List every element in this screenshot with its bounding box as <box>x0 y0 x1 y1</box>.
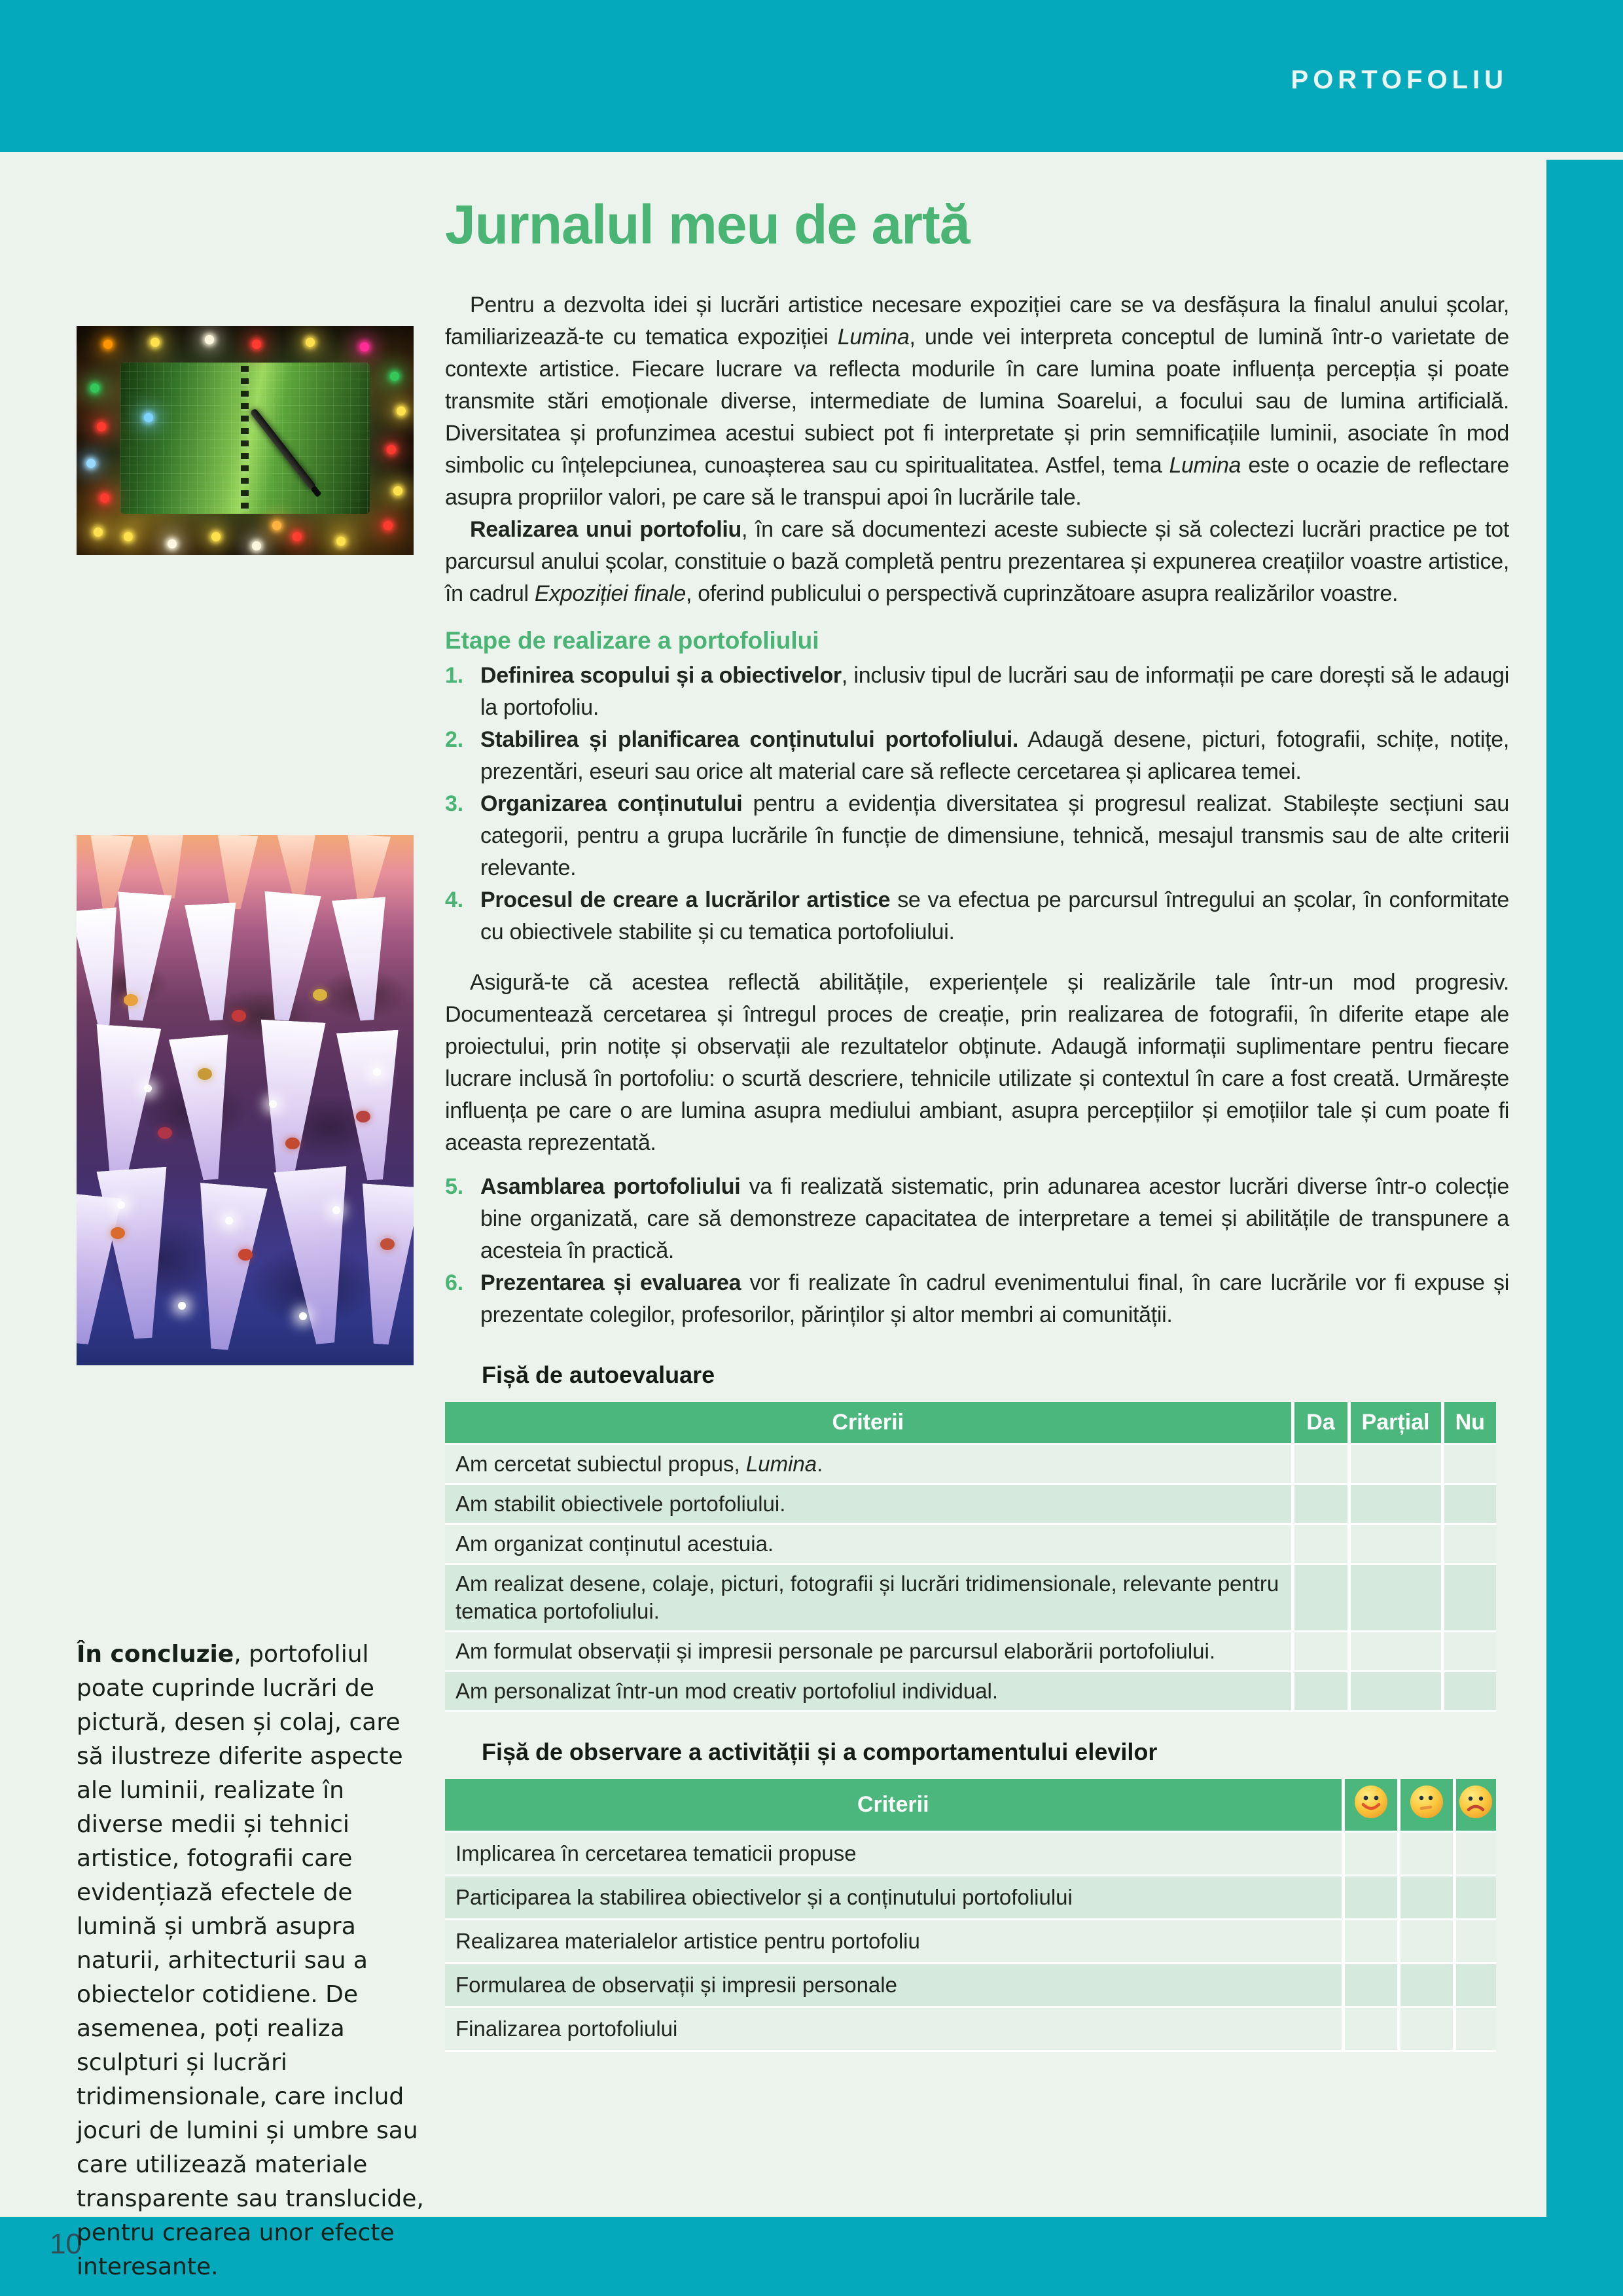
flower-blossom <box>111 1227 125 1239</box>
answer-cell-partial <box>1349 1564 1442 1632</box>
answer-cell-nu <box>1442 1484 1496 1524</box>
light-bulb-glow <box>393 486 402 495</box>
light-bulb-glow <box>252 541 261 550</box>
right-teal-band <box>1546 160 1623 2296</box>
criteria-cell: Am personalizat într-un mod creativ portofoliul individual. <box>445 1672 1293 1712</box>
paper-cone-lantern <box>264 1166 370 1348</box>
flower-blossom <box>124 994 138 1006</box>
light-bulb-glow <box>151 338 160 347</box>
flower-blossom <box>232 1010 246 1022</box>
paper-cone-lantern <box>344 1183 414 1346</box>
light-bulb-glow <box>252 340 261 349</box>
step-item: 2. Stabilirea și planificarea conținutului portofoliului. Adaugă desene, picturi, fotografii, schițe, notițe, prezentări, eseuri sau orice alt material care să reflecte cercetarea și aplicarea temei. <box>445 724 1509 788</box>
self-assessment-table <box>445 1402 1496 1712</box>
answer-cell-nu <box>1442 1444 1496 1484</box>
light-bulb-glow <box>100 493 109 503</box>
step-number: 5. <box>445 1174 463 1200</box>
light-bulb-glow <box>144 413 153 422</box>
table-row <box>445 1832 1496 1876</box>
answer-cell-sad <box>1454 1876 1496 1920</box>
answer-cell-happy <box>1343 1876 1399 1920</box>
step-item: 5. Asamblarea portofoliului va fi realizată sistematic, prin adunarea acestor lucrări diverse într-o colecție bine organizată, care să demonstreze capacitatea de interpretare a temei și abilitățile de transpunere a acesteia în practică. <box>445 1171 1509 1267</box>
table-row <box>445 1876 1496 1920</box>
chapter-tag: PORTOFOLIU <box>1291 65 1508 94</box>
answer-cell-nu <box>1442 1524 1496 1564</box>
photo-paper-cone-lanterns-flowers <box>77 835 414 1365</box>
paper-cone-lantern <box>162 1033 248 1183</box>
paper-cone-lantern <box>325 897 401 1023</box>
answer-cell-sad <box>1454 1964 1496 2007</box>
light-bulb-glow <box>397 406 406 416</box>
light-bulb-glow <box>94 528 103 537</box>
step-item: 6. Prezentarea și evaluarea vor fi realizate în cadrul evenimentului final, în care lucrările vor fi expuse și prezentate colegilor, profesorilor, părinților și altor membri ai comunității. <box>445 1267 1509 1331</box>
flower-blossom <box>285 1138 300 1149</box>
light-bulb-glow <box>97 422 106 431</box>
flower-blossom <box>380 1238 395 1250</box>
step-item: 3. Organizarea conținutului pentru a evidenția diversitatea și progresul realizat. Stabilește secțiuni sau categorii, pentru a grupa lucrările în funcție de dimensiune, tehnică, mesajul transmis sau de alte criterii relevante. <box>445 788 1509 884</box>
paper-cone-lantern <box>78 1024 169 1183</box>
answer-cell-neutral <box>1399 2007 1454 2051</box>
paper-cone-lantern <box>178 903 248 1022</box>
answer-cell-happy <box>1343 1920 1399 1964</box>
main-column <box>445 0 1509 2052</box>
flower-blossom <box>313 989 327 1001</box>
light-bulb-glow <box>360 342 369 351</box>
lantern-light-glow <box>117 1201 125 1209</box>
light-bulb-glow <box>383 521 393 530</box>
answer-cell-partial <box>1349 1632 1442 1672</box>
light-bulb-glow <box>86 459 96 468</box>
steps-heading: Etape de realizare a portofoliului <box>445 627 819 655</box>
observation-heading: Fișă de observare a activității și a comportamentului elevilor <box>482 1738 1158 1766</box>
answer-cell-partial <box>1349 1524 1442 1564</box>
intro-paragraph-1: Pentru a dezvolta idei și lucrări artistice necesare expoziției care se va desfășura la finalul anului școlar, familiarizează-te cu tematica expoziției Lumina, unde vei interpreta conceptul de lumină într-o varietate de contexte artistice. Fiecare lucrare va reflecta modurile în care lumina poate influența percepția și poate transmite stări emoționale diverse, intermediate de lumina Soarelui, a focului sau de lumina artificială. Diversitatea și profunzimea acestui subiect pot fi interpretate și prin semnificațiile luminii, asociate în mod simbolic cu înțelepciunea, cunoașterea sau cu spiritualitatea. Astfel, tema Lumina este o ocazie de reflectare asupra propriilor valori, pe care să le transpui apoi în lucrările tale. <box>445 293 1509 511</box>
answer-cell-da <box>1293 1564 1349 1632</box>
lantern-light-glow <box>269 1100 277 1108</box>
table-header-row <box>445 1402 1496 1444</box>
table-row <box>445 1484 1496 1524</box>
flower-blossom <box>158 1127 172 1139</box>
criteria-cell: Formularea de observații și impresii personale <box>445 1964 1343 2007</box>
criteria-cell: Finalizarea portofoliului <box>445 2007 1343 2051</box>
neutral-face-icon <box>1399 1779 1454 1832</box>
paper-cone-lantern <box>329 1030 414 1182</box>
step-number: 2. <box>445 727 463 753</box>
step-number: 4. <box>445 888 463 913</box>
light-bulb-glow <box>336 537 346 546</box>
lantern-light-glow <box>178 1302 186 1310</box>
answer-cell-neutral <box>1399 1876 1454 1920</box>
answer-cell-happy <box>1343 1964 1399 2007</box>
step-number: 1. <box>445 663 463 689</box>
criteria-cell: Am stabilit obiectivele portofoliului. <box>445 1484 1293 1524</box>
criteria-cell: Realizarea materialelor artistice pentru portofoliu <box>445 1920 1343 1964</box>
lantern-light-glow <box>225 1217 233 1225</box>
light-bulb-glow <box>293 532 302 541</box>
step-number: 3. <box>445 791 463 817</box>
paper-cone-lantern <box>210 835 263 910</box>
steps-interlude-paragraph: Asigură-te că acestea reflectă abilitățile, experiențele și realizările tale într-un mod progresiv. Documentează cercetarea și întregul proces de creație, prin realizarea de fotografii, în diferite etape ale proiectului, prin notițe și observații ale rezultatelor obținute. Adaugă informații suplimentare pentru fiecare lucrare inclusă în portofoliu: o scurtă descriere, tehnicile utilizate și contextul în care a fost creată. Urmărește influența pe care o are lumina asupra mediului ambiant, asupra percepțiilor și emoțiilor tale și cum poate fi aceasta reprezentată. <box>445 970 1509 1156</box>
column-header-da: Da <box>1293 1402 1349 1444</box>
page-title: Jurnalul meu de artă <box>445 194 970 255</box>
light-bulb-glow <box>90 384 99 393</box>
answer-cell-happy <box>1343 2007 1399 2051</box>
happy-face-icon <box>1343 1779 1399 1832</box>
light-bulb-glow <box>124 532 133 541</box>
answer-cell-neutral <box>1399 1920 1454 1964</box>
column-header-nu: Nu <box>1442 1402 1496 1444</box>
answer-cell-nu <box>1442 1632 1496 1672</box>
criteria-cell: Am realizat desene, colaje, picturi, fotografii și lucrări tridimensionale, relevante pentru tematica portofoliului. <box>445 1564 1293 1632</box>
notebook-spiral <box>241 366 249 511</box>
light-bulb-glow <box>103 340 113 349</box>
criteria-cell: Am formulat observații și impresii personale pe parcursul elaborării portofoliului. <box>445 1632 1293 1672</box>
answer-cell-nu <box>1442 1672 1496 1712</box>
criteria-cell: Implicarea în cercetarea tematicii propuse <box>445 1832 1343 1876</box>
observation-table <box>445 1779 1496 2052</box>
sad-face-icon <box>1454 1779 1496 1832</box>
step-item: 4. Procesul de creare a lucrărilor artistice se va efectua pe parcursul întregului an școlar, în conformitate cu obiectivele stabilite și cu tematica portofoliului. <box>445 884 1509 948</box>
conclusion-note: În concluzie, portofoliul poate cuprinde lucrări de pictură, desen și colaj, care să ilustreze diferite aspecte ale luminii, realizate în diverse medii și tehnici artistice, fotografii care evidențiază efectele de lumină și umbră asupra naturii, arhitecturii sau a obiectelor cotidiene. De asemenea, poți realiza sculpturi și lucrări tridimensionale, care includ jocuri de lumini și umbre sau care utilizează materiale transparente sau translucide, pentru crearea unor efecte interesante. <box>77 1641 424 2280</box>
light-bulb-glow <box>387 445 396 454</box>
table-row <box>445 1672 1496 1712</box>
paper-cone-lantern <box>244 1018 333 1181</box>
answer-cell-sad <box>1454 1832 1496 1876</box>
self-assessment-heading: Fișă de autoevaluare <box>482 1361 715 1389</box>
pen-image <box>249 408 317 491</box>
paper-cone-lantern <box>271 835 324 900</box>
table-row <box>445 1564 1496 1632</box>
answer-cell-da <box>1293 1632 1349 1672</box>
column-header-criterii: Criterii <box>445 1779 1343 1832</box>
column-header-partial: Parțial <box>1349 1402 1442 1444</box>
criteria-cell: Participarea la stabilirea obiectivelor și a conținutului portofoliului <box>445 1876 1343 1920</box>
step-number: 6. <box>445 1270 463 1296</box>
answer-cell-da <box>1293 1672 1349 1712</box>
page-number: 10 <box>50 2228 82 2260</box>
table-header-row <box>445 1779 1496 1832</box>
light-bulb-glow <box>205 335 214 344</box>
table-row <box>445 1524 1496 1564</box>
table-row <box>445 1920 1496 1964</box>
flower-blossom <box>238 1249 253 1261</box>
answer-cell-partial <box>1349 1444 1442 1484</box>
answer-cell-da <box>1293 1444 1349 1484</box>
answer-cell-neutral <box>1399 1832 1454 1876</box>
paper-cone-lantern <box>141 835 193 901</box>
light-bulb-glow <box>306 338 315 347</box>
intro-paragraph-2: Realizarea unui portofoliu, în care să documentezi aceste subiecte și să colectezi lucrări practice pe tot parcursul anului școlar, constituie o bază completă pentru prezentarea și expunerea creațiilor voastre artistice, în cadrul Expoziției finale, oferind publicului o perspectivă cuprinzătoare asupra realizărilor voastre. <box>445 517 1509 607</box>
light-bulb-glow <box>168 539 177 548</box>
table-row <box>445 2007 1496 2051</box>
lantern-light-glow <box>144 1085 152 1092</box>
light-bulb-glow <box>211 532 221 541</box>
answer-cell-partial <box>1349 1484 1442 1524</box>
lantern-light-glow <box>299 1312 307 1320</box>
steps-list-5-6 <box>445 1171 1509 1331</box>
answer-cell-neutral <box>1399 1964 1454 2007</box>
table-row <box>445 1444 1496 1484</box>
answer-cell-partial <box>1349 1672 1442 1712</box>
answer-cell-sad <box>1454 1920 1496 1964</box>
criteria-cell: Am cercetat subiectul propus, Lumina. <box>445 1444 1293 1484</box>
answer-cell-sad <box>1454 2007 1496 2051</box>
photo-notebook-string-lights <box>77 326 414 555</box>
light-bulb-glow <box>272 521 281 530</box>
table-row <box>445 1632 1496 1672</box>
answer-cell-happy <box>1343 1832 1399 1876</box>
answer-cell-nu <box>1442 1564 1496 1632</box>
paper-cone-lantern <box>177 1181 276 1352</box>
column-header-criterii: Criterii <box>445 1402 1293 1444</box>
steps-list-1-4 <box>445 660 1509 948</box>
answer-cell-da <box>1293 1484 1349 1524</box>
paper-cone-lantern <box>247 891 329 1024</box>
table-row <box>445 1964 1496 2007</box>
answer-cell-da <box>1293 1524 1349 1564</box>
step-item: 1. Definirea scopului și a obiectivelor, inclusiv tipul de lucrări sau de informații pe care dorești să le adaugi la portofoliu. <box>445 660 1509 724</box>
light-bulb-glow <box>390 372 399 381</box>
criteria-cell: Am organizat conținutul acestuia. <box>445 1524 1293 1564</box>
notebook-image <box>120 363 370 514</box>
